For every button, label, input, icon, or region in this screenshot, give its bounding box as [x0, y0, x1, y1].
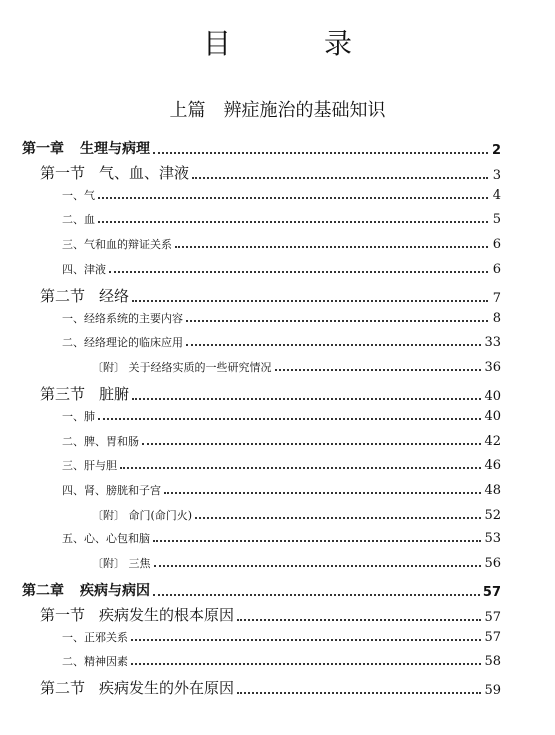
- toc-item: [62, 236, 501, 252]
- toc-item: [62, 408, 501, 424]
- toc-entry-text: 疾病发生的根本原因: [99, 606, 235, 624]
- toc-item: [62, 653, 501, 669]
- toc-page-number: 57: [484, 630, 501, 645]
- dot-leader: [109, 271, 488, 273]
- toc-section: [40, 604, 501, 625]
- toc-page-number: 40: [484, 409, 501, 424]
- toc-page-number: 57: [482, 585, 501, 600]
- toc-entry-text: 二、脾、胃和肠: [62, 435, 139, 448]
- toc-entry-text: 经络: [99, 287, 130, 305]
- dot-leader: [186, 344, 481, 346]
- toc-page-number: 3: [492, 168, 501, 183]
- toc-entry-label: [62, 482, 161, 498]
- page-title: 目 录: [203, 27, 394, 60]
- toc-entry-label: [92, 359, 272, 375]
- dot-leader: [98, 418, 481, 420]
- toc-section: [40, 383, 501, 404]
- dot-leader: [154, 565, 482, 567]
- toc-entry-text: 二、血: [62, 213, 95, 226]
- toc-item: [62, 629, 501, 645]
- dot-leader: [153, 152, 488, 154]
- part-subtitle: 辨症施治的基础知识: [223, 100, 386, 121]
- toc-page-number: 36: [484, 360, 501, 375]
- toc-chapter: [22, 580, 501, 600]
- dot-leader: [98, 221, 488, 223]
- toc-page-number: 48: [484, 483, 501, 498]
- toc-page-number: 59: [484, 683, 501, 698]
- toc-entry-number: 第三节: [40, 385, 86, 403]
- toc-entry-label: [22, 580, 150, 600]
- dot-leader: [164, 492, 481, 494]
- toc-page-number: 52: [484, 508, 501, 523]
- toc-entry-label: [62, 433, 139, 449]
- dot-leader: [132, 398, 481, 400]
- toc-entry-label: [40, 383, 129, 404]
- toc-entry-text: 〔附〕 三焦: [92, 557, 151, 570]
- toc-page-number: 7: [492, 291, 501, 306]
- toc-entry-text: 〔附〕 关于经络实质的一些研究情况: [92, 361, 272, 374]
- toc-entry-text: 一、经络系统的主要内容: [62, 312, 183, 325]
- toc-entry-text: 一、气: [62, 189, 95, 202]
- toc-entry-label: [62, 211, 95, 227]
- toc-page-number: 58: [484, 654, 501, 669]
- toc-entry-number: 第一节: [40, 164, 86, 182]
- dot-leader: [153, 540, 481, 542]
- toc-item: [62, 334, 501, 350]
- dot-leader: [186, 320, 488, 322]
- toc-entry-label: [40, 604, 234, 625]
- toc-entry-label: [62, 261, 106, 277]
- toc-item: [62, 433, 501, 449]
- toc-item: [62, 530, 501, 546]
- dot-leader: [131, 639, 481, 641]
- toc-entry-text: 四、肾、膀胱和子宫: [62, 484, 161, 497]
- toc-page-number: 42: [484, 434, 501, 449]
- dot-leader: [131, 663, 481, 665]
- dot-leader: [132, 300, 488, 302]
- dot-leader: [237, 692, 481, 694]
- toc-section: [40, 162, 501, 183]
- toc-page-number: 57: [484, 610, 501, 625]
- toc-page-number: 5: [492, 212, 501, 227]
- toc-entry-number: 第一章: [22, 141, 64, 157]
- toc-annex: [92, 507, 501, 523]
- toc-entry-text: 一、肺: [62, 410, 95, 423]
- toc-entry-label: [62, 653, 128, 669]
- part-name: 上篇: [169, 100, 206, 121]
- toc-entry-label: [92, 555, 151, 571]
- toc-page-number: 46: [484, 458, 501, 473]
- toc-entry-text: 气、血、津液: [99, 164, 190, 182]
- toc-entry-text: 脏腑: [99, 385, 130, 403]
- toc-entry-text: 二、精神因素: [62, 655, 128, 668]
- dot-leader: [120, 467, 481, 469]
- toc-entry-number: 第一节: [40, 606, 86, 624]
- toc-entry-label: [40, 677, 234, 698]
- toc-page-number: 33: [484, 335, 501, 350]
- toc-entry-label: [22, 138, 150, 158]
- dot-leader: [98, 197, 488, 199]
- toc-item: [62, 187, 501, 203]
- toc-entry-text: 〔附〕 命门(命门火): [92, 509, 193, 522]
- toc-entry-label: [40, 285, 129, 306]
- toc-item: [62, 457, 501, 473]
- toc-entry-label: [62, 310, 183, 326]
- toc-item: [62, 261, 501, 277]
- toc-page-number: 56: [484, 556, 501, 571]
- toc-entry-number: 第二节: [40, 679, 86, 697]
- toc-page-number: 2: [491, 143, 501, 158]
- toc-section: [40, 285, 501, 306]
- toc-entry-label: [62, 408, 95, 424]
- toc-entry-text: 二、经络理论的临床应用: [62, 336, 183, 349]
- toc-item: [62, 310, 501, 326]
- toc-page-number: 6: [492, 237, 501, 252]
- toc-item: [62, 482, 501, 498]
- dot-leader: [142, 443, 481, 445]
- toc-entry-text: 一、正邪关系: [62, 631, 128, 644]
- toc-entry-number: 第二章: [22, 583, 64, 599]
- toc-entry-number: 第二节: [40, 287, 86, 305]
- toc-annex: [92, 555, 501, 571]
- toc-item: [62, 211, 501, 227]
- dot-leader: [275, 369, 482, 371]
- toc-entry-text: 三、肝与胆: [62, 459, 117, 472]
- dot-leader: [175, 246, 488, 248]
- toc-annex: [92, 359, 501, 375]
- toc-entry-label: [62, 236, 172, 252]
- toc-page-number: 40: [484, 389, 501, 404]
- dot-leader: [237, 619, 481, 621]
- toc-entry-text: 三、气和血的辩证关系: [62, 238, 172, 251]
- dot-leader: [192, 177, 488, 179]
- dot-leader: [195, 517, 481, 519]
- toc-entry-label: [62, 187, 95, 203]
- toc-entry-label: [62, 530, 150, 546]
- toc-entry-text: 生理与病理: [80, 141, 150, 157]
- toc-entry-label: [62, 334, 183, 350]
- toc-page-number: 8: [492, 311, 501, 326]
- toc-entry-label: [62, 457, 117, 473]
- toc-page-number: 6: [492, 262, 501, 277]
- toc-page-number: 53: [484, 531, 501, 546]
- toc-entry-text: 疾病与病因: [80, 583, 150, 599]
- toc-page-number: 4: [492, 188, 501, 203]
- toc-entry-text: 四、津液: [62, 263, 106, 276]
- toc-chapter: [22, 138, 501, 158]
- toc-section: [40, 677, 501, 698]
- toc-entry-text: 五、心、心包和脑: [62, 532, 150, 545]
- toc-entry-label: [92, 507, 192, 523]
- toc-entry-label: [40, 162, 189, 183]
- toc-entry-label: [62, 629, 128, 645]
- dot-leader: [153, 594, 480, 596]
- toc-entry-text: 疾病发生的外在原因: [99, 679, 235, 697]
